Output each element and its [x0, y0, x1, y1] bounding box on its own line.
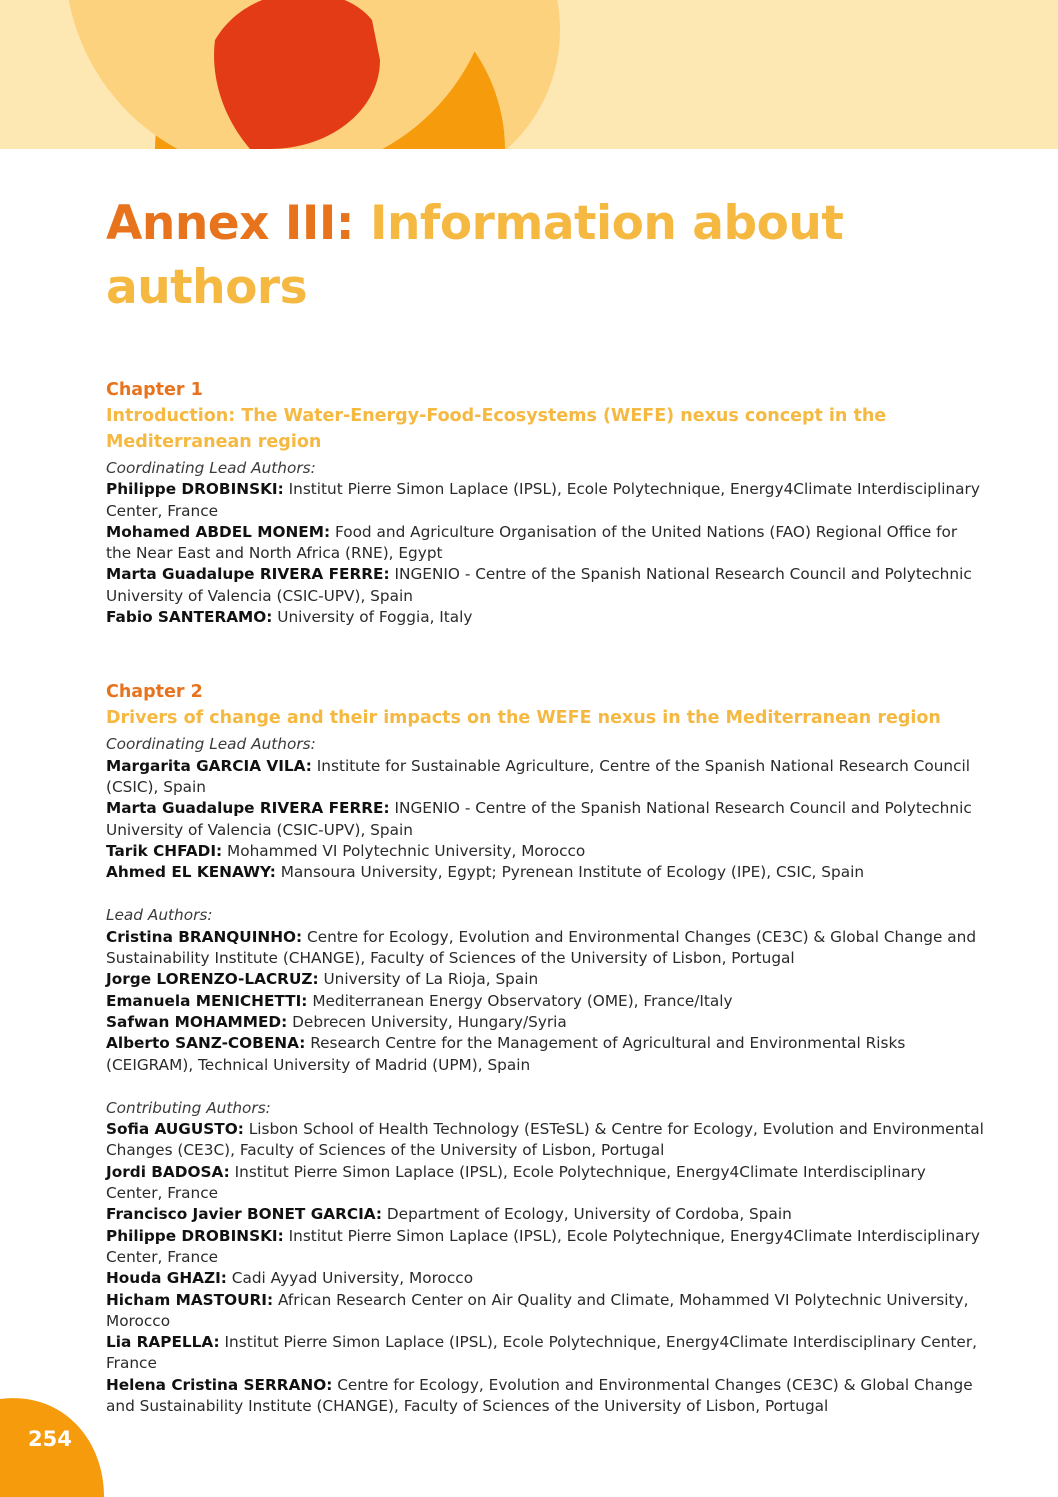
author-affiliation: Institut Pierre Simon Laplace (IPSL), Ecole Polytechnique, Energy4Climate Interdisciplinary Center, France	[106, 1226, 980, 1266]
author-name: Tarik CHFADI:	[106, 841, 223, 860]
author-entry	[106, 479, 986, 522]
author-name: Mohamed ABDEL MONEM:	[106, 522, 331, 541]
author-name: Margarita GARCIA VILA:	[106, 756, 312, 775]
page-title	[106, 192, 966, 320]
author-name: Francisco Javier BONET GARCIA:	[106, 1205, 383, 1224]
author-affiliation: Food and Agriculture Organisation of the United Nations (FAO) Regional Office for the Near East and North Africa (RNE), Egypt	[106, 522, 958, 563]
author-name: Cristina BRANQUINHO:	[106, 927, 303, 946]
author-affiliation: Department of Ecology, University of Cordoba, Spain	[386, 1205, 792, 1224]
chapter-title: Introduction: The Water-Energy-Food-Ecosystems (WEFE) nexus concept in the Mediterranean region	[106, 406, 887, 452]
author-entry	[106, 1290, 986, 1333]
author-entry	[106, 756, 986, 799]
author-name: Alberto SANZ-COBENA:	[106, 1034, 306, 1053]
author-name: Philippe DROBINSKI:	[106, 480, 284, 499]
author-affiliation: Centre for Ecology, Evolution and Environmental Changes (CE3C) & Global Change and Sustainability Institute (CHANGE), Faculty of Sciences of the University of Lisbon, Portugal	[106, 1375, 973, 1415]
author-entry	[106, 1268, 986, 1289]
author-affiliation: INGENIO - Centre of the Spanish National Research Council and Polytechnic University of Valencia (CSIC-UPV), Spain	[106, 565, 972, 605]
author-name: Helena Cristina SERRANO:	[106, 1375, 333, 1394]
author-entry	[106, 841, 986, 862]
author-affiliation: University of La Rioja, Spain	[323, 970, 539, 989]
group-spacer	[106, 1076, 986, 1097]
author-entry	[106, 927, 986, 970]
author-entry	[106, 1332, 986, 1375]
author-entry	[106, 862, 986, 883]
author-entry	[106, 1119, 986, 1162]
author-affiliation: Institute for Sustainable Agriculture, Centre of the Spanish National Research Council (CSIC), Spain	[106, 756, 971, 796]
author-entry	[106, 1204, 986, 1225]
author-entry	[106, 564, 986, 607]
author-name: Ahmed EL KENAWY:	[106, 863, 276, 882]
author-name: Hicham MASTOURI:	[106, 1290, 274, 1309]
author-affiliation: Mansoura University, Egypt; Pyrenean Institute of Ecology (IPE), CSIC, Spain	[280, 863, 865, 882]
author-name: Jordi BADOSA:	[106, 1162, 230, 1181]
chapter-label: Chapter 1	[106, 380, 203, 400]
author-entry	[106, 1162, 986, 1205]
author-entry	[106, 1226, 986, 1269]
author-entry	[106, 969, 986, 990]
chapter-spacer	[106, 628, 986, 679]
author-affiliation: Institut Pierre Simon Laplace (IPSL), Ecole Polytechnique, Energy4Climate Interdisciplinary Center, France	[106, 480, 980, 520]
author-affiliation: Mediterranean Energy Observatory (OME), France/Italy	[312, 991, 733, 1010]
author-affiliation: INGENIO - Centre of the Spanish National Research Council and Polytechnic University of Valencia (CSIC-UPV), Spain	[106, 799, 972, 839]
header-banner	[0, 0, 1058, 149]
author-role-heading: Contributing Authors:	[106, 1098, 271, 1117]
title-annex-label: Annex III:	[106, 196, 355, 251]
chapter-title: Drivers of change and their impacts on the WEFE nexus in the Mediterranean region	[106, 708, 941, 729]
author-affiliation: Mohammed VI Polytechnic University, Morocco	[227, 841, 586, 860]
author-affiliation: Debrecen University, Hungary/Syria	[292, 1012, 567, 1031]
author-name: Emanuela MENICHETTI:	[106, 991, 308, 1010]
author-affiliation: University of Foggia, Italy	[277, 608, 473, 627]
author-affiliation: Centre for Ecology, Evolution and Environmental Changes (CE3C) & Global Change and Sustainability Institute (CHANGE), Faculty of Sciences of the University of Lisbon, Portugal	[106, 927, 977, 968]
author-entry	[106, 1012, 986, 1033]
author-entry	[106, 522, 986, 565]
author-name: Lia RAPELLA:	[106, 1333, 220, 1352]
chapter-label: Chapter 2	[106, 682, 203, 703]
author-entry	[106, 1375, 986, 1418]
author-role-heading: Coordinating Lead Authors:	[106, 735, 316, 754]
title-text: Information about authors	[106, 196, 844, 315]
author-entry	[106, 798, 986, 841]
author-entry	[106, 1033, 986, 1076]
author-entry	[106, 991, 986, 1012]
decorative-circles-graphic	[0, 0, 1058, 149]
author-affiliation: Lisbon School of Health Technology (ESTeSL) & Centre for Ecology, Evolution and Environmental Changes (CE3C), Faculty of Sciences of the University of Lisbon, Portugal	[106, 1120, 984, 1160]
author-name: Safwan MOHAMMED:	[106, 1012, 288, 1031]
author-name: Fabio SANTERAMO:	[106, 608, 273, 627]
author-name: Marta Guadalupe RIVERA FERRE:	[106, 565, 390, 584]
page-number: 254	[28, 1427, 72, 1451]
author-affiliation: Institut Pierre Simon Laplace (IPSL), Ecole Polytechnique, Energy4Climate Interdisciplinary Center, France	[106, 1333, 977, 1373]
author-role-heading: Coordinating Lead Authors:	[106, 459, 316, 477]
author-affiliation: African Research Center on Air Quality and Climate, Mohammed VI Polytechnic University, Morocco	[106, 1290, 969, 1330]
author-affiliation: Cadi Ayyad University, Morocco	[231, 1269, 474, 1288]
author-name: Philippe DROBINSKI:	[106, 1226, 284, 1245]
author-name: Sofia AUGUSTO:	[106, 1120, 244, 1139]
author-role-heading: Lead Authors:	[106, 906, 213, 925]
author-affiliation: Research Centre for the Management of Agricultural and Environmental Risks (CEIGRAM), Technical University of Madrid (UPM), Spain	[106, 1034, 906, 1074]
author-entry	[106, 607, 986, 628]
authors-content	[106, 377, 986, 1417]
group-spacer	[106, 883, 986, 904]
author-name: Marta Guadalupe RIVERA FERRE:	[106, 799, 390, 818]
author-name: Jorge LORENZO-LACRUZ:	[106, 970, 319, 989]
author-affiliation: Institut Pierre Simon Laplace (IPSL), Ecole Polytechnique, Energy4Climate Interdisciplinary Center, France	[106, 1162, 926, 1203]
author-name: Houda GHAZI:	[106, 1269, 227, 1288]
